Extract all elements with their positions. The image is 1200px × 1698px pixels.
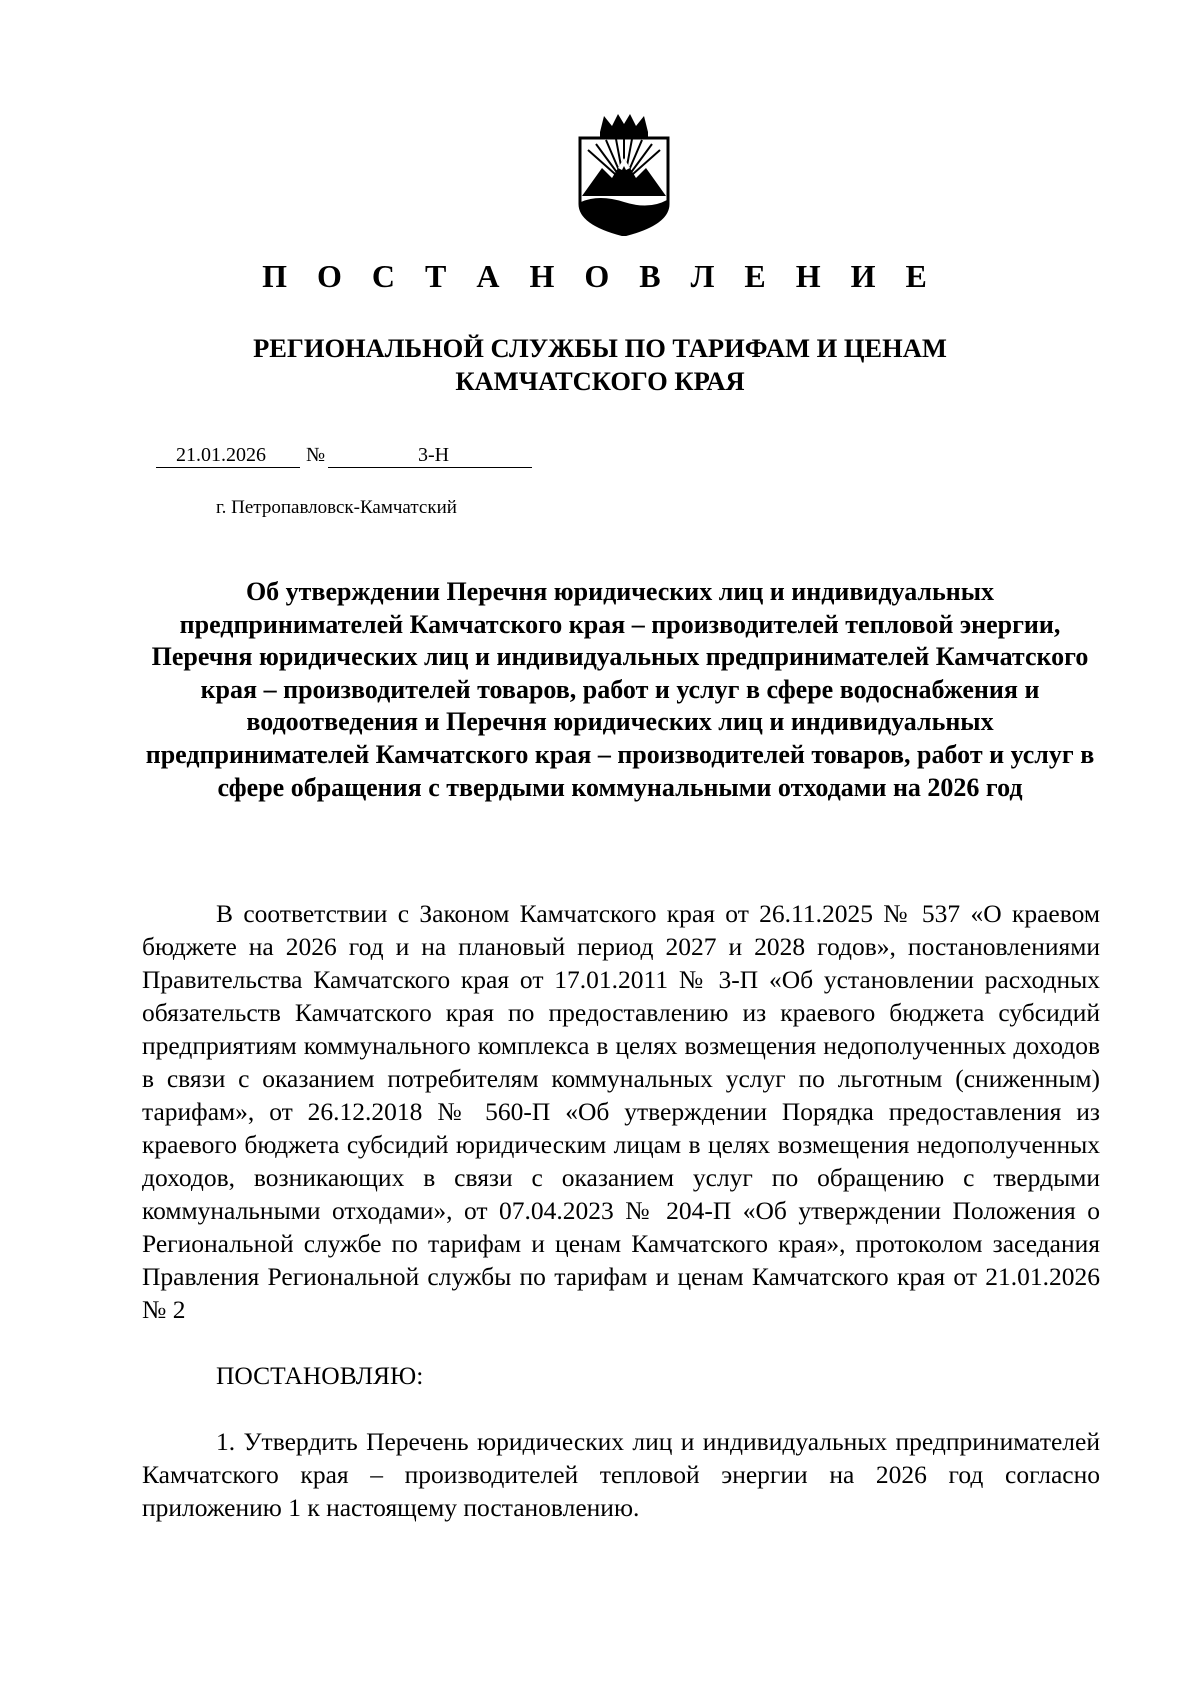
preamble-paragraph: В соответствии с Законом Камчатского края от 26.11.2025 № 537 «О краевом бюджете на 2026 год и на плановый период 2027 и 2028 годов», постановлениями Правительства Камчатского края от 17.01.2011 № 3-П «Об установлении расходных обязательств Камчатского края по предоставлению из краевого бюджета субсидий предприятиям коммунального комплекса в целях возмещения недополученных доходов в связи с оказанием потребителям коммунальных услуг по льготным (сниженным) тарифам», от 26.12.2018 № 560-П «Об утверждении Порядка предоставления из краевого бюджета субсидий юридическим лицам в целях возмещения недополученных доходов, возникающих в связи с оказанием услуг по обращению с твердыми коммунальными отходами», от 07.04.2023 № 204-П «Об утверждении Положения о Региональной службе по тарифам и ценам Камчатского края», протоколом заседания Правления Региональной службы по тарифам и ценам Камчатского края от 21.01.2026 № 2 xyxy=(142,899,1100,1324)
coat-of-arms-emblem xyxy=(574,112,674,236)
document-date: 21.01.2026 xyxy=(176,444,266,466)
issuing-authority xyxy=(0,332,1200,398)
number-sign: № xyxy=(306,444,326,466)
decree-word: ПОСТАНОВЛЯЮ: xyxy=(216,1361,424,1390)
authority-line-2: КАМЧАТСКОГО КРАЯ xyxy=(455,366,745,396)
item-1-paragraph: 1. Утвердить Перечень юридических лиц и индивидуальных предпринимателей Камчатского края – производителей тепловой энергии на 2026 год согласно приложению 1 к настоящему постановлению. xyxy=(142,1427,1100,1522)
document-number: 3-Н xyxy=(418,444,450,466)
document-body xyxy=(142,897,1100,1524)
authority-line-1: РЕГИОНАЛЬНОЙ СЛУЖБЫ ПО ТАРИФАМ И ЦЕНАМ xyxy=(253,333,947,363)
number-underline xyxy=(328,467,532,468)
document-title: Об утверждении Перечня юридических лиц и индивидуальных предпринимателей Камчатского края – производителей тепловой энергии, Перечня юридических лиц и индивидуальных предпринимателей Камчатского края – производителей товаров, работ и услуг в сфере водоснабжения и водоотведения и Перечня юридических лиц и индивидуальных предпринимателей Камчатского края – производителей товаров, работ и услуг в сфере обращения с твердыми коммунальными отходами на 2026 год xyxy=(145,577,1095,802)
date-underline xyxy=(156,467,300,468)
city-name: г. Петропавловск-Камчатский xyxy=(216,497,457,518)
document-type-heading: П О С Т А Н О В Л Е Н И Е xyxy=(262,258,938,294)
